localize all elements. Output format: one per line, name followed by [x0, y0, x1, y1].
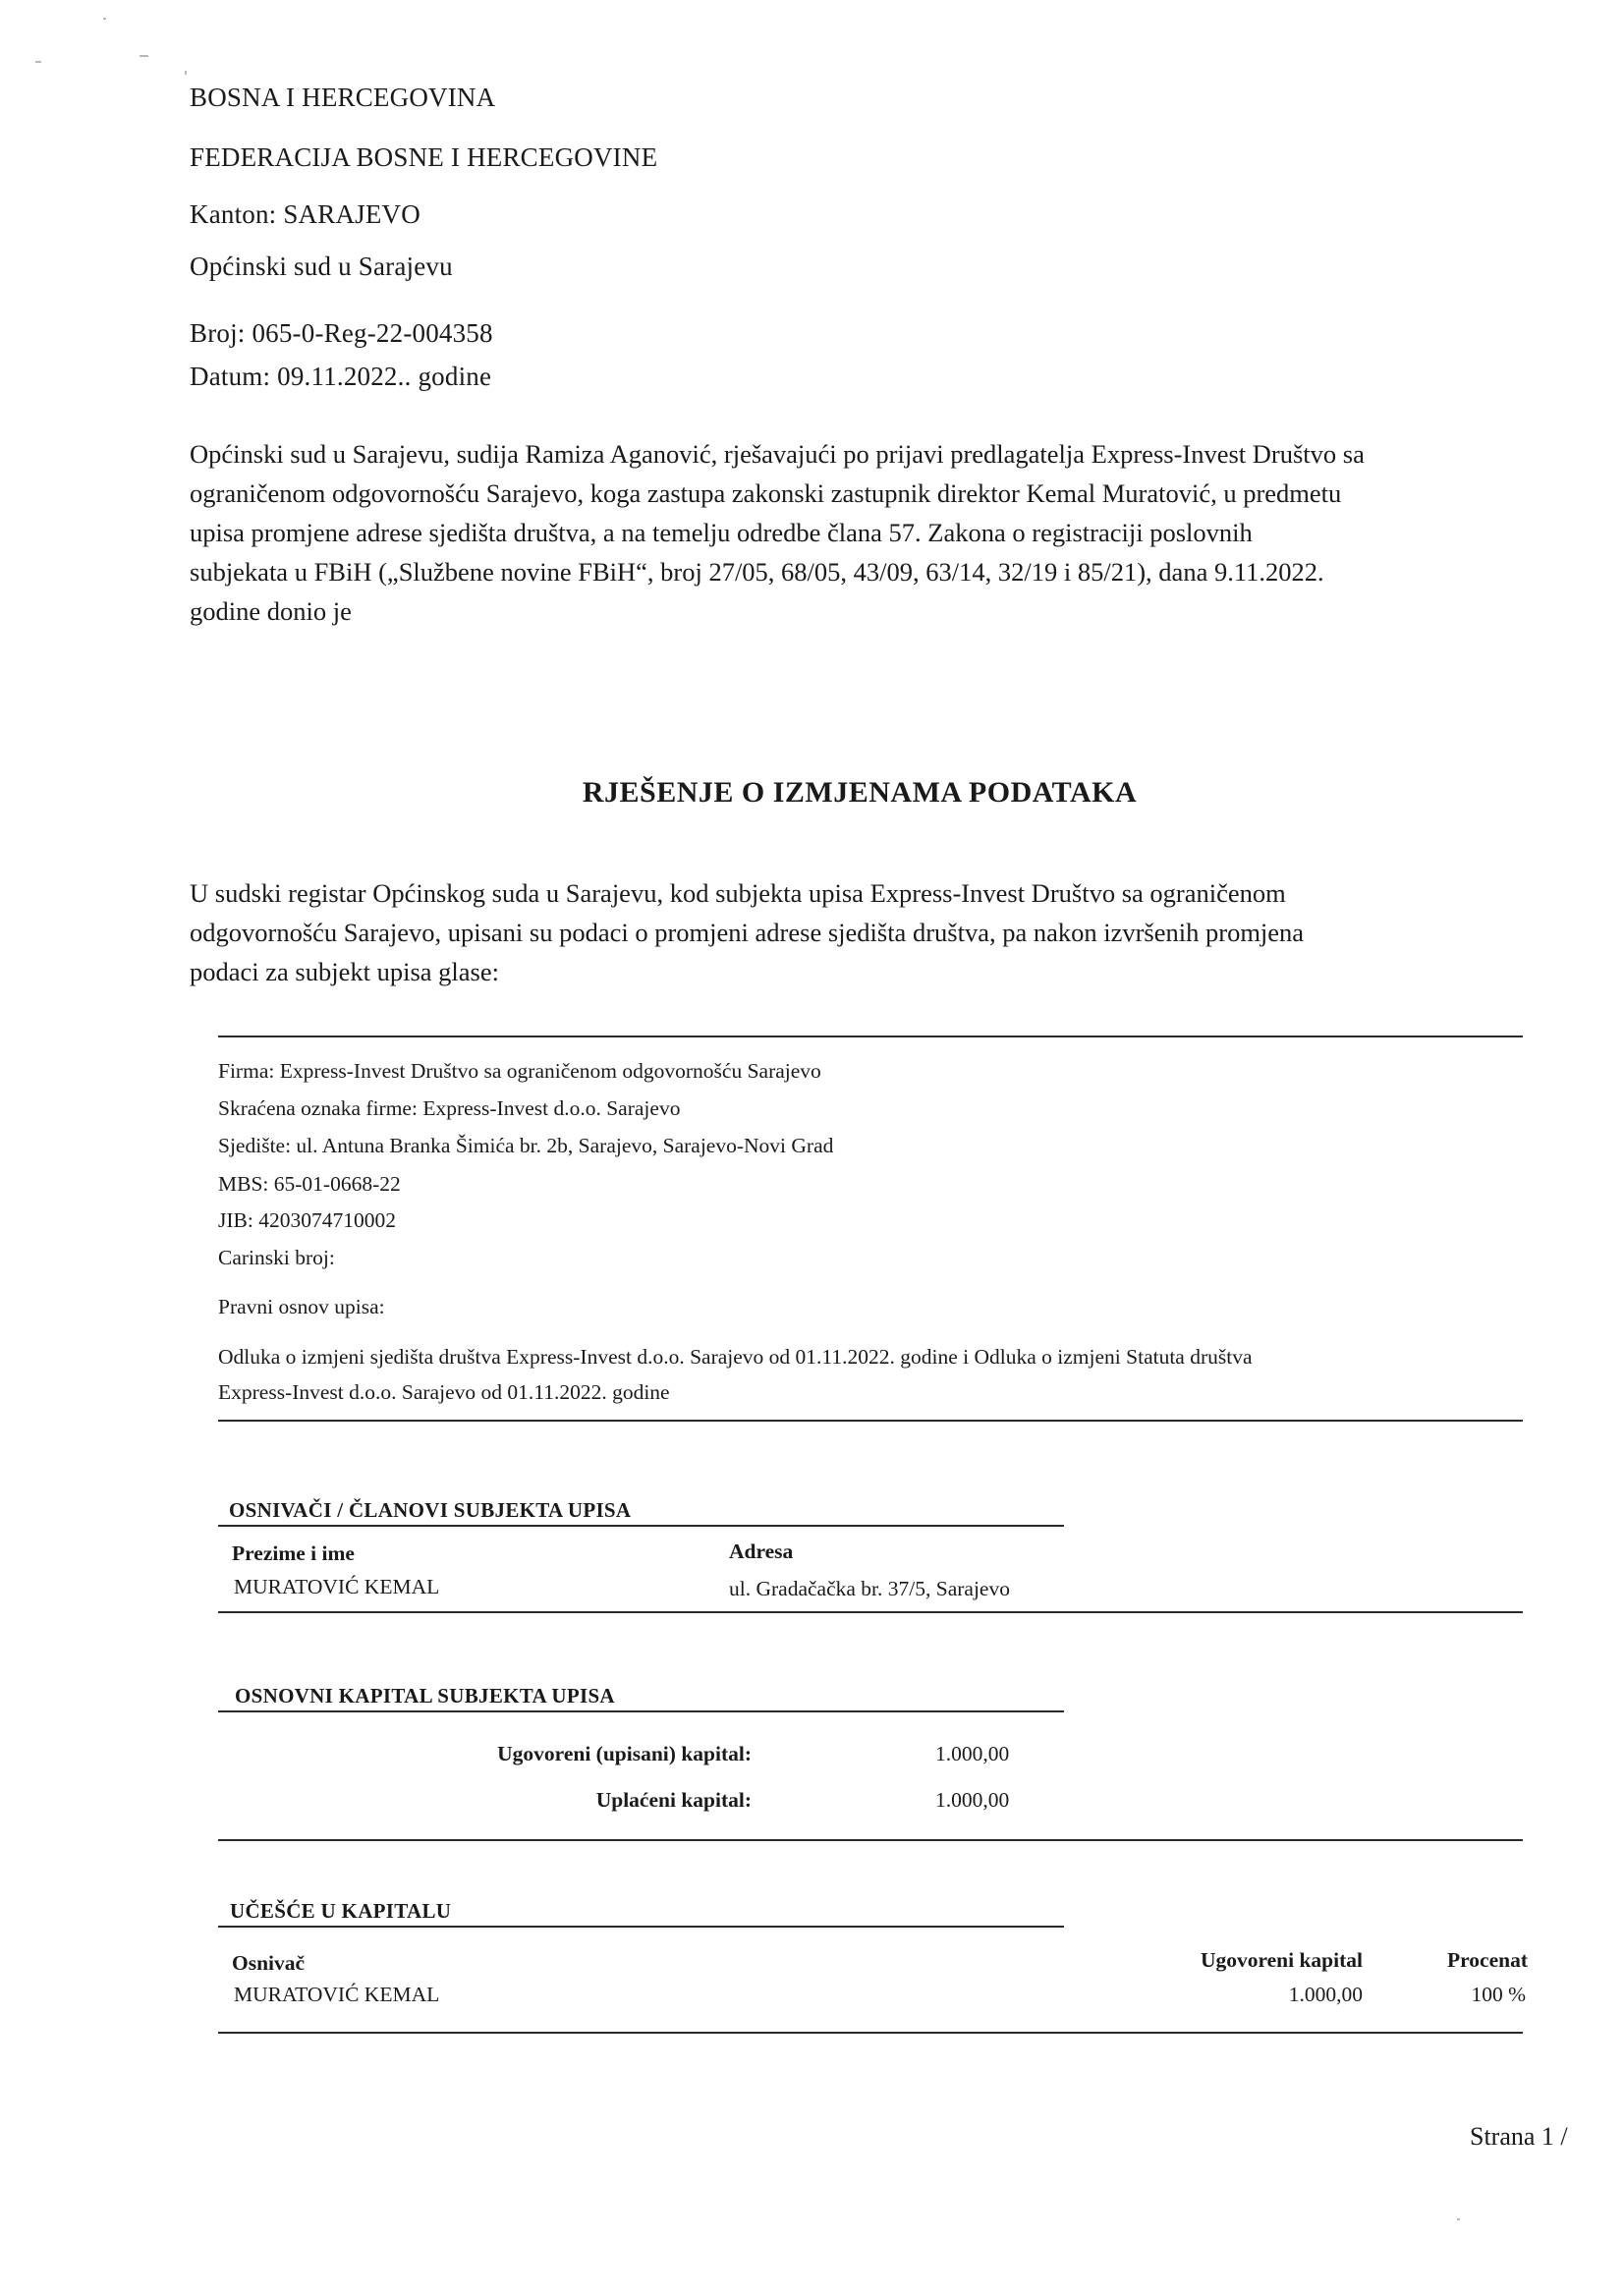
founders-col-name: Prezime i ime [232, 1541, 355, 1565]
decision-line: podaci za subjekt upisa glase: [190, 957, 499, 986]
share-percent-value: 100 % [1471, 1983, 1526, 2006]
heading-underline [218, 1926, 1064, 1928]
legal-basis-line: Express-Invest d.o.o. Sarajevo od 01.11.2022. godine [218, 1380, 670, 1404]
decision-date: Datum: 09.11.2022.. godine [190, 362, 492, 391]
founder-address: ul. Gradačačka br. 37/5, Sarajevo [729, 1577, 1010, 1600]
share-heading: UČEŠĆE U KAPITALU [230, 1899, 452, 1923]
company-short-name: Skraćena oznaka firme: Express-Invest d.o.o. Sarajevo [218, 1096, 681, 1120]
company-customs-number: Carinski broj: [218, 1246, 335, 1269]
page-number: Strana 1 / [1470, 2122, 1568, 2151]
share-contracted-value: 1.000,00 [1288, 1983, 1363, 2006]
heading-underline [218, 1525, 1064, 1527]
country-name: BOSNA I HERCEGOVINA [190, 83, 496, 112]
company-mbs: MBS: 65-01-0668-22 [218, 1172, 401, 1196]
legal-basis-label: Pravni osnov upisa: [218, 1295, 385, 1318]
section-divider [218, 1839, 1523, 1841]
scan-speck [103, 18, 106, 20]
document-title: RJEŠENJE O IZMJENAMA PODATAKA [582, 776, 1138, 809]
decision-paragraph [190, 873, 1496, 991]
section-divider [218, 1036, 1523, 1037]
section-divider [218, 1611, 1523, 1613]
intro-line: godine donio je [190, 596, 352, 626]
decision-line: U sudski registar Općinskog suda u Sarajevu, kod subjekta upisa Express-Invest Društvo sa ograničenom [190, 878, 1286, 908]
founder-name: MURATOVIĆ KEMAL [234, 1575, 440, 1598]
share-col-founder: Osnivač [232, 1951, 306, 1975]
share-col-contracted: Ugovoreni kapital [1200, 1948, 1363, 1972]
intro-line: subjekata u FBiH („Službene novine FBiH“, broj 27/05, 68/05, 43/09, 63/14, 32/19 i 85/21), dana 9.11.2022. [190, 557, 1324, 587]
canton-name: Kanton: SARAJEVO [190, 199, 420, 229]
intro-paragraph [190, 434, 1496, 631]
company-jib: JIB: 4203074710002 [218, 1208, 396, 1232]
intro-line: ograničenom odgovornošću Sarajevo, koga zastupa zakonski zastupnik direktor Kemal Muratović, u predmetu [190, 478, 1342, 508]
scan-speck [35, 61, 41, 63]
intro-line: upisa promjene adrese sjedišta društva, a na temelju odredbe člana 57. Zakona o registraciji poslovnih [190, 518, 1253, 547]
section-divider [218, 2032, 1523, 2034]
federation-name: FEDERACIJA BOSNE I HERCEGOVINE [190, 142, 658, 172]
decision-line: odgovornošću Sarajevo, upisani su podaci o promjeni adrese sjedišta društva, pa nakon izvršenih promjena [190, 918, 1305, 947]
founders-col-address: Adresa [729, 1540, 794, 1563]
legal-basis-line: Odluka o izmjeni sjedišta društva Express-Invest d.o.o. Sarajevo od 01.11.2022. godine i Odluka o izmjeni Statuta društva [218, 1345, 1253, 1369]
paid-capital-value: 1.000,00 [935, 1788, 1010, 1812]
paid-capital-label: Uplaćeni kapital: [595, 1788, 752, 1812]
company-firma: Firma: Express-Invest Društvo sa ograničenom odgovornošću Sarajevo [218, 1059, 821, 1083]
scan-speck [1457, 2218, 1460, 2220]
contracted-capital-label: Ugovoreni (upisani) kapital: [497, 1742, 752, 1765]
court-name: Općinski sud u Sarajevu [190, 252, 453, 281]
founders-heading: OSNIVAČI / ČLANOVI SUBJEKTA UPISA [229, 1498, 632, 1522]
case-number: Broj: 065-0-Reg-22-004358 [190, 318, 493, 348]
scan-speck [185, 71, 187, 75]
heading-underline [218, 1710, 1064, 1712]
section-divider [218, 1420, 1523, 1422]
contracted-capital-value: 1.000,00 [935, 1742, 1010, 1765]
intro-line: Općinski sud u Sarajevu, sudija Ramiza Aganović, rješavajući po prijavi predlagatelja Express-Invest Društvo sa [190, 439, 1365, 469]
capital-heading: OSNOVNI KAPITAL SUBJEKTA UPISA [235, 1684, 615, 1708]
share-founder-name: MURATOVIĆ KEMAL [234, 1983, 440, 2006]
company-seat: Sjedište: ul. Antuna Branka Šimića br. 2b, Sarajevo, Sarajevo-Novi Grad [218, 1134, 834, 1157]
share-col-percent: Procenat [1447, 1948, 1528, 1972]
scan-speck [140, 55, 148, 57]
